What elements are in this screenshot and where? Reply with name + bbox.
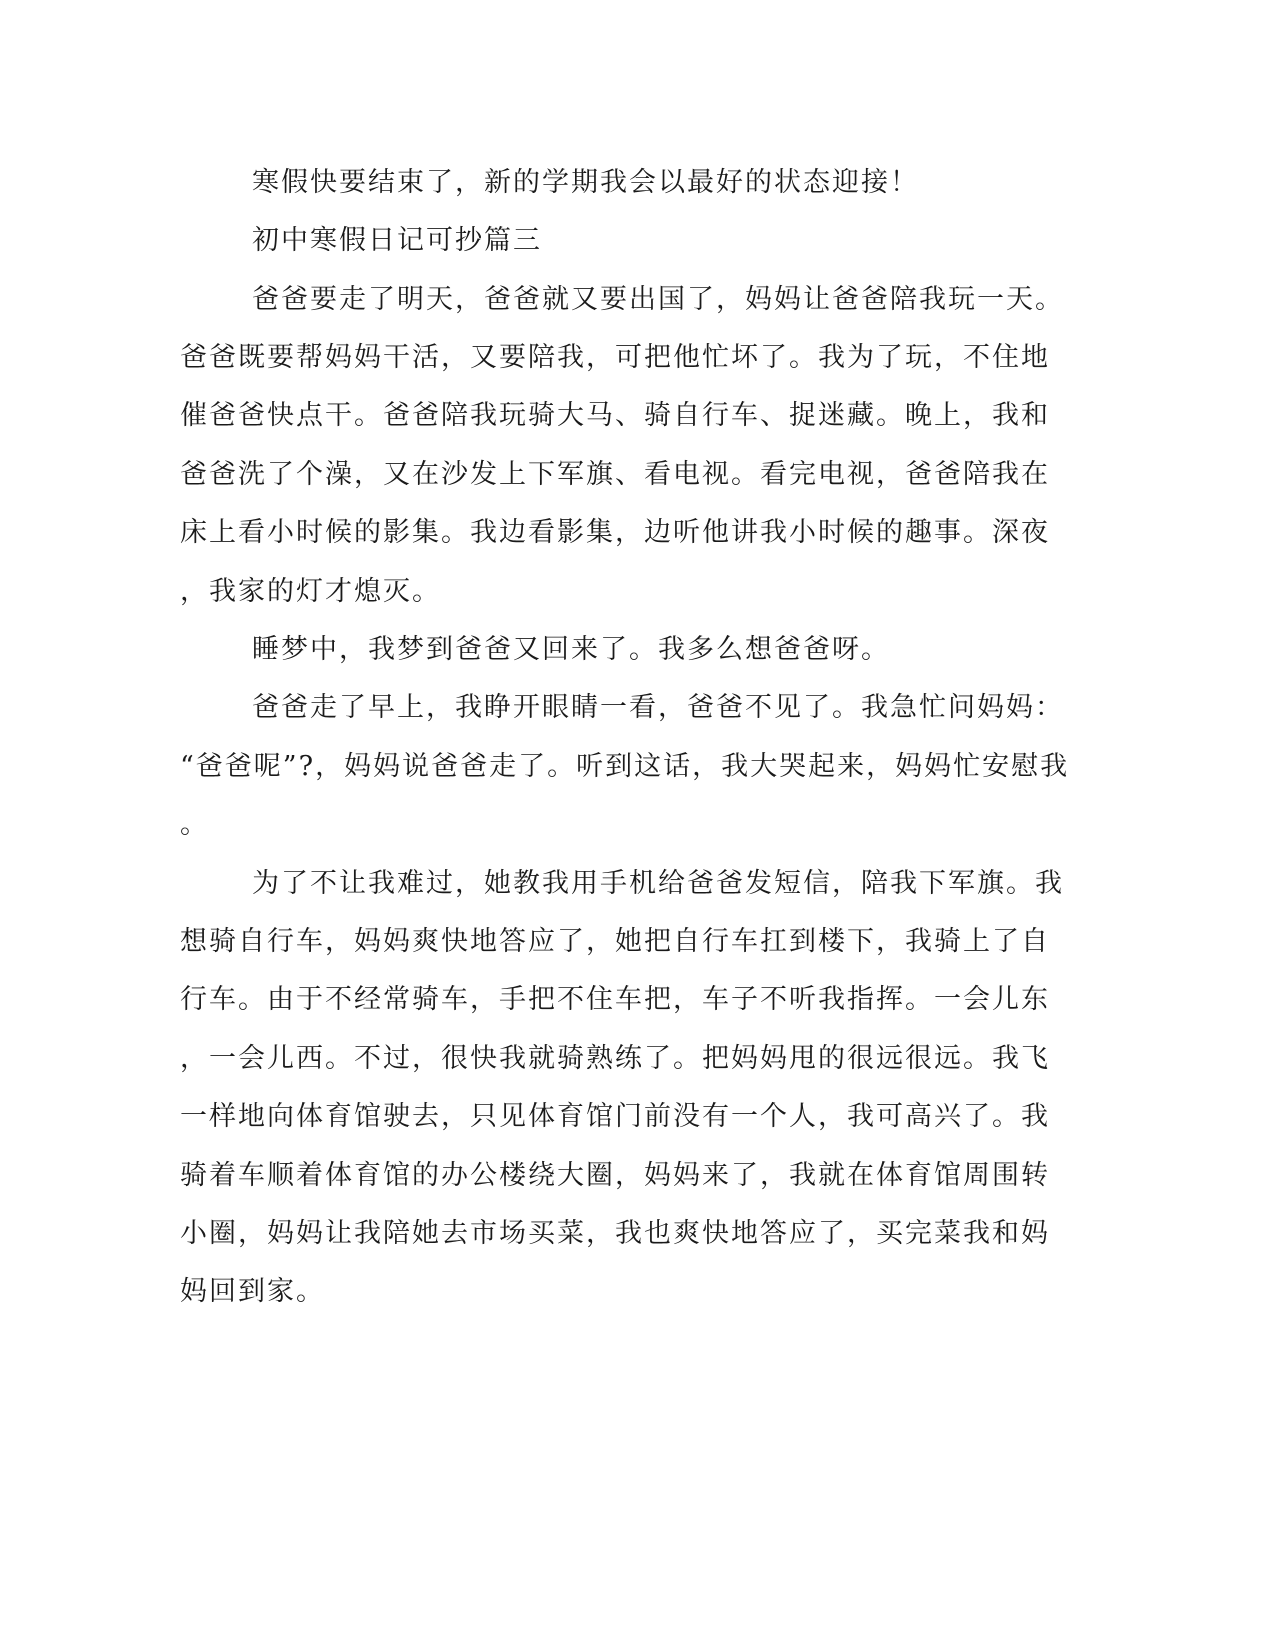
paragraph-line: 妈回到家。	[180, 1276, 325, 1307]
paragraph-line: 一样地向体育馆驶去，只见体育馆门前没有一个人，我可高兴了。我	[180, 1101, 1050, 1132]
closing-sentence: 寒假快要结束了，新的学期我会以最好的状态迎接！	[252, 167, 919, 198]
paragraph-line: 爸爸走了早上，我睁开眼睛一看，爸爸不见了。我急忙问妈妈：	[252, 692, 1064, 723]
paragraph-line: 床上看小时候的影集。我边看影集，边听他讲我小时候的趣事。深夜	[180, 517, 1050, 548]
paragraph-line: 爸爸要走了明天，爸爸就又要出国了，妈妈让爸爸陪我玩一天。	[252, 284, 1064, 315]
section-heading: 初中寒假日记可抄篇三	[252, 225, 542, 256]
paragraph-line: 睡梦中，我梦到爸爸又回来了。我多么想爸爸呀。	[252, 634, 890, 665]
paragraph-line: ，我家的灯才熄灭。	[180, 576, 441, 607]
paragraph-line: “爸爸呢”?，妈妈说爸爸走了。听到这话，我大哭起来，妈妈忙安慰我	[180, 751, 1070, 782]
paragraph-line: ，一会儿西。不过，很快我就骑熟练了。把妈妈甩的很远很远。我飞	[180, 1043, 1050, 1074]
paragraph-line: 爸爸既要帮妈妈干活，又要陪我，可把他忙坏了。我为了玩，不住地	[180, 342, 1050, 373]
paragraph-line: 爸爸洗了个澡，又在沙发上下军旗、看电视。看完电视，爸爸陪我在	[180, 459, 1050, 490]
paragraph-line: 催爸爸快点干。爸爸陪我玩骑大马、骑自行车、捉迷藏。晚上，我和	[180, 400, 1050, 431]
paragraph-line: 为了不让我难过，她教我用手机给爸爸发短信，陪我下军旗。我	[252, 868, 1064, 899]
paragraph-line: 。	[180, 809, 209, 840]
paragraph-line: 想骑自行车，妈妈爽快地答应了，她把自行车扛到楼下，我骑上了自	[180, 926, 1050, 957]
paragraph-line: 行车。由于不经常骑车，手把不住车把，车子不听我指挥。一会儿东	[180, 984, 1050, 1015]
paragraph-line: 骑着车顺着体育馆的办公楼绕大圈，妈妈来了，我就在体育馆周围转	[180, 1160, 1050, 1191]
paragraph-line: 小圈，妈妈让我陪她去市场买菜，我也爽快地答应了，买完菜我和妈	[180, 1218, 1050, 1249]
